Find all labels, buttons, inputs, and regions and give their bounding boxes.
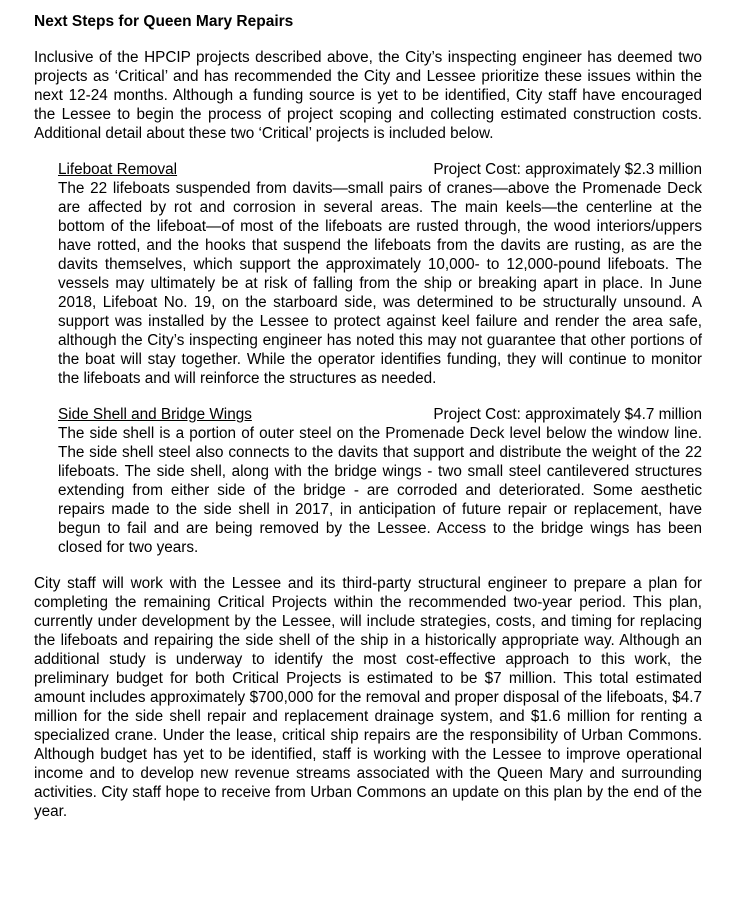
project-header bbox=[58, 405, 702, 424]
project-side-shell-bridge-wings bbox=[58, 405, 702, 557]
project-title: Side Shell and Bridge Wings bbox=[58, 406, 252, 423]
closing-paragraph: City staff will work with the Lessee and its third-party structural engineer to prepare a plan for completing the remaining Critical Projects within the recommended two-year period. This plan, currently under development by the Lessee, will include strategies, costs, and timing for replacing the lifeboats and repairing the side shell of the ship in a historically appropriate way. Although an additional study is underway to identify the most cost-effective approach to this work, the preliminary budget for both Critical Projects is estimated to be $7 million. This total estimated amount includes approximately $700,000 for the removal and proper disposal of the lifeboats, $4.7 million for the side shell repair and replacement drainage system, and $1.6 million for renting a specialized crane. Under the lease, critical ship repairs are the responsibility of Urban Commons. Although budget has yet to be identified, staff is working with the Lessee to improve operational income and to develop new revenue streams associated with the Queen Mary and surrounding activities. City staff hope to receive from Urban Commons an update on this plan by the end of the year. bbox=[34, 575, 702, 820]
project-description: The 22 lifeboats suspended from davits—small pairs of cranes—above the Promenade Deck are affected by rot and corrosion in several areas. The main keels—the centerline at the bottom of the lifeboat—of most of the lifeboats are rusted through, the wood interiors/uppers have rotted, and the hooks that suspend the lifeboats from the davits are rusting, as are the davits themselves, which support the approximately 10,000- to 12,000-pound lifeboats. The vessels may ultimately be at risk of falling from the ship or breaking apart in place. In June 2018, Lifeboat No. 19, on the starboard side, was determined to be structurally unsound. A support was installed by the Lessee to protect against keel failure and render the area safe, although the City’s inspecting engineer has noted this may not guarantee that other portions of the boat will stay together. While the operator identifies funding, they will continue to monitor the lifeboats and will reinforce the structures as needed. bbox=[58, 180, 702, 387]
project-cost: Project Cost: approximately $4.7 million bbox=[433, 406, 702, 423]
project-description: The side shell is a portion of outer steel on the Promenade Deck level below the window line. The side shell steel also connects to the davits that support and distribute the weight of the 22 lifeboats. The side shell, along with the bridge wings - two small steel cantilevered structures extending from either side of the bridge - are corroded and deteriorated. Some aesthetic repairs made to the side shell in 2017, in anticipation of future repair or replacement, have begun to fail and are being removed by the Lessee. Access to the bridge wings has been closed for two years. bbox=[58, 425, 702, 556]
project-cost: Project Cost: approximately $2.3 million bbox=[433, 161, 702, 178]
intro-paragraph: Inclusive of the HPCIP projects described above, the City’s inspecting engineer has deemed two projects as ‘Critical’ and has recommended the City and Lessee prioritize these issues within the next 12-24 months. Although a funding source is yet to be identified, City staff have encouraged the Lessee to begin the process of project scoping and collecting estimated construction costs. Additional detail about these two ‘Critical’ projects is included below. bbox=[34, 49, 702, 142]
project-header bbox=[58, 160, 702, 179]
project-title: Lifeboat Removal bbox=[58, 161, 178, 178]
project-lifeboat-removal bbox=[58, 160, 702, 388]
section-heading: Next Steps for Queen Mary Repairs bbox=[34, 13, 294, 30]
